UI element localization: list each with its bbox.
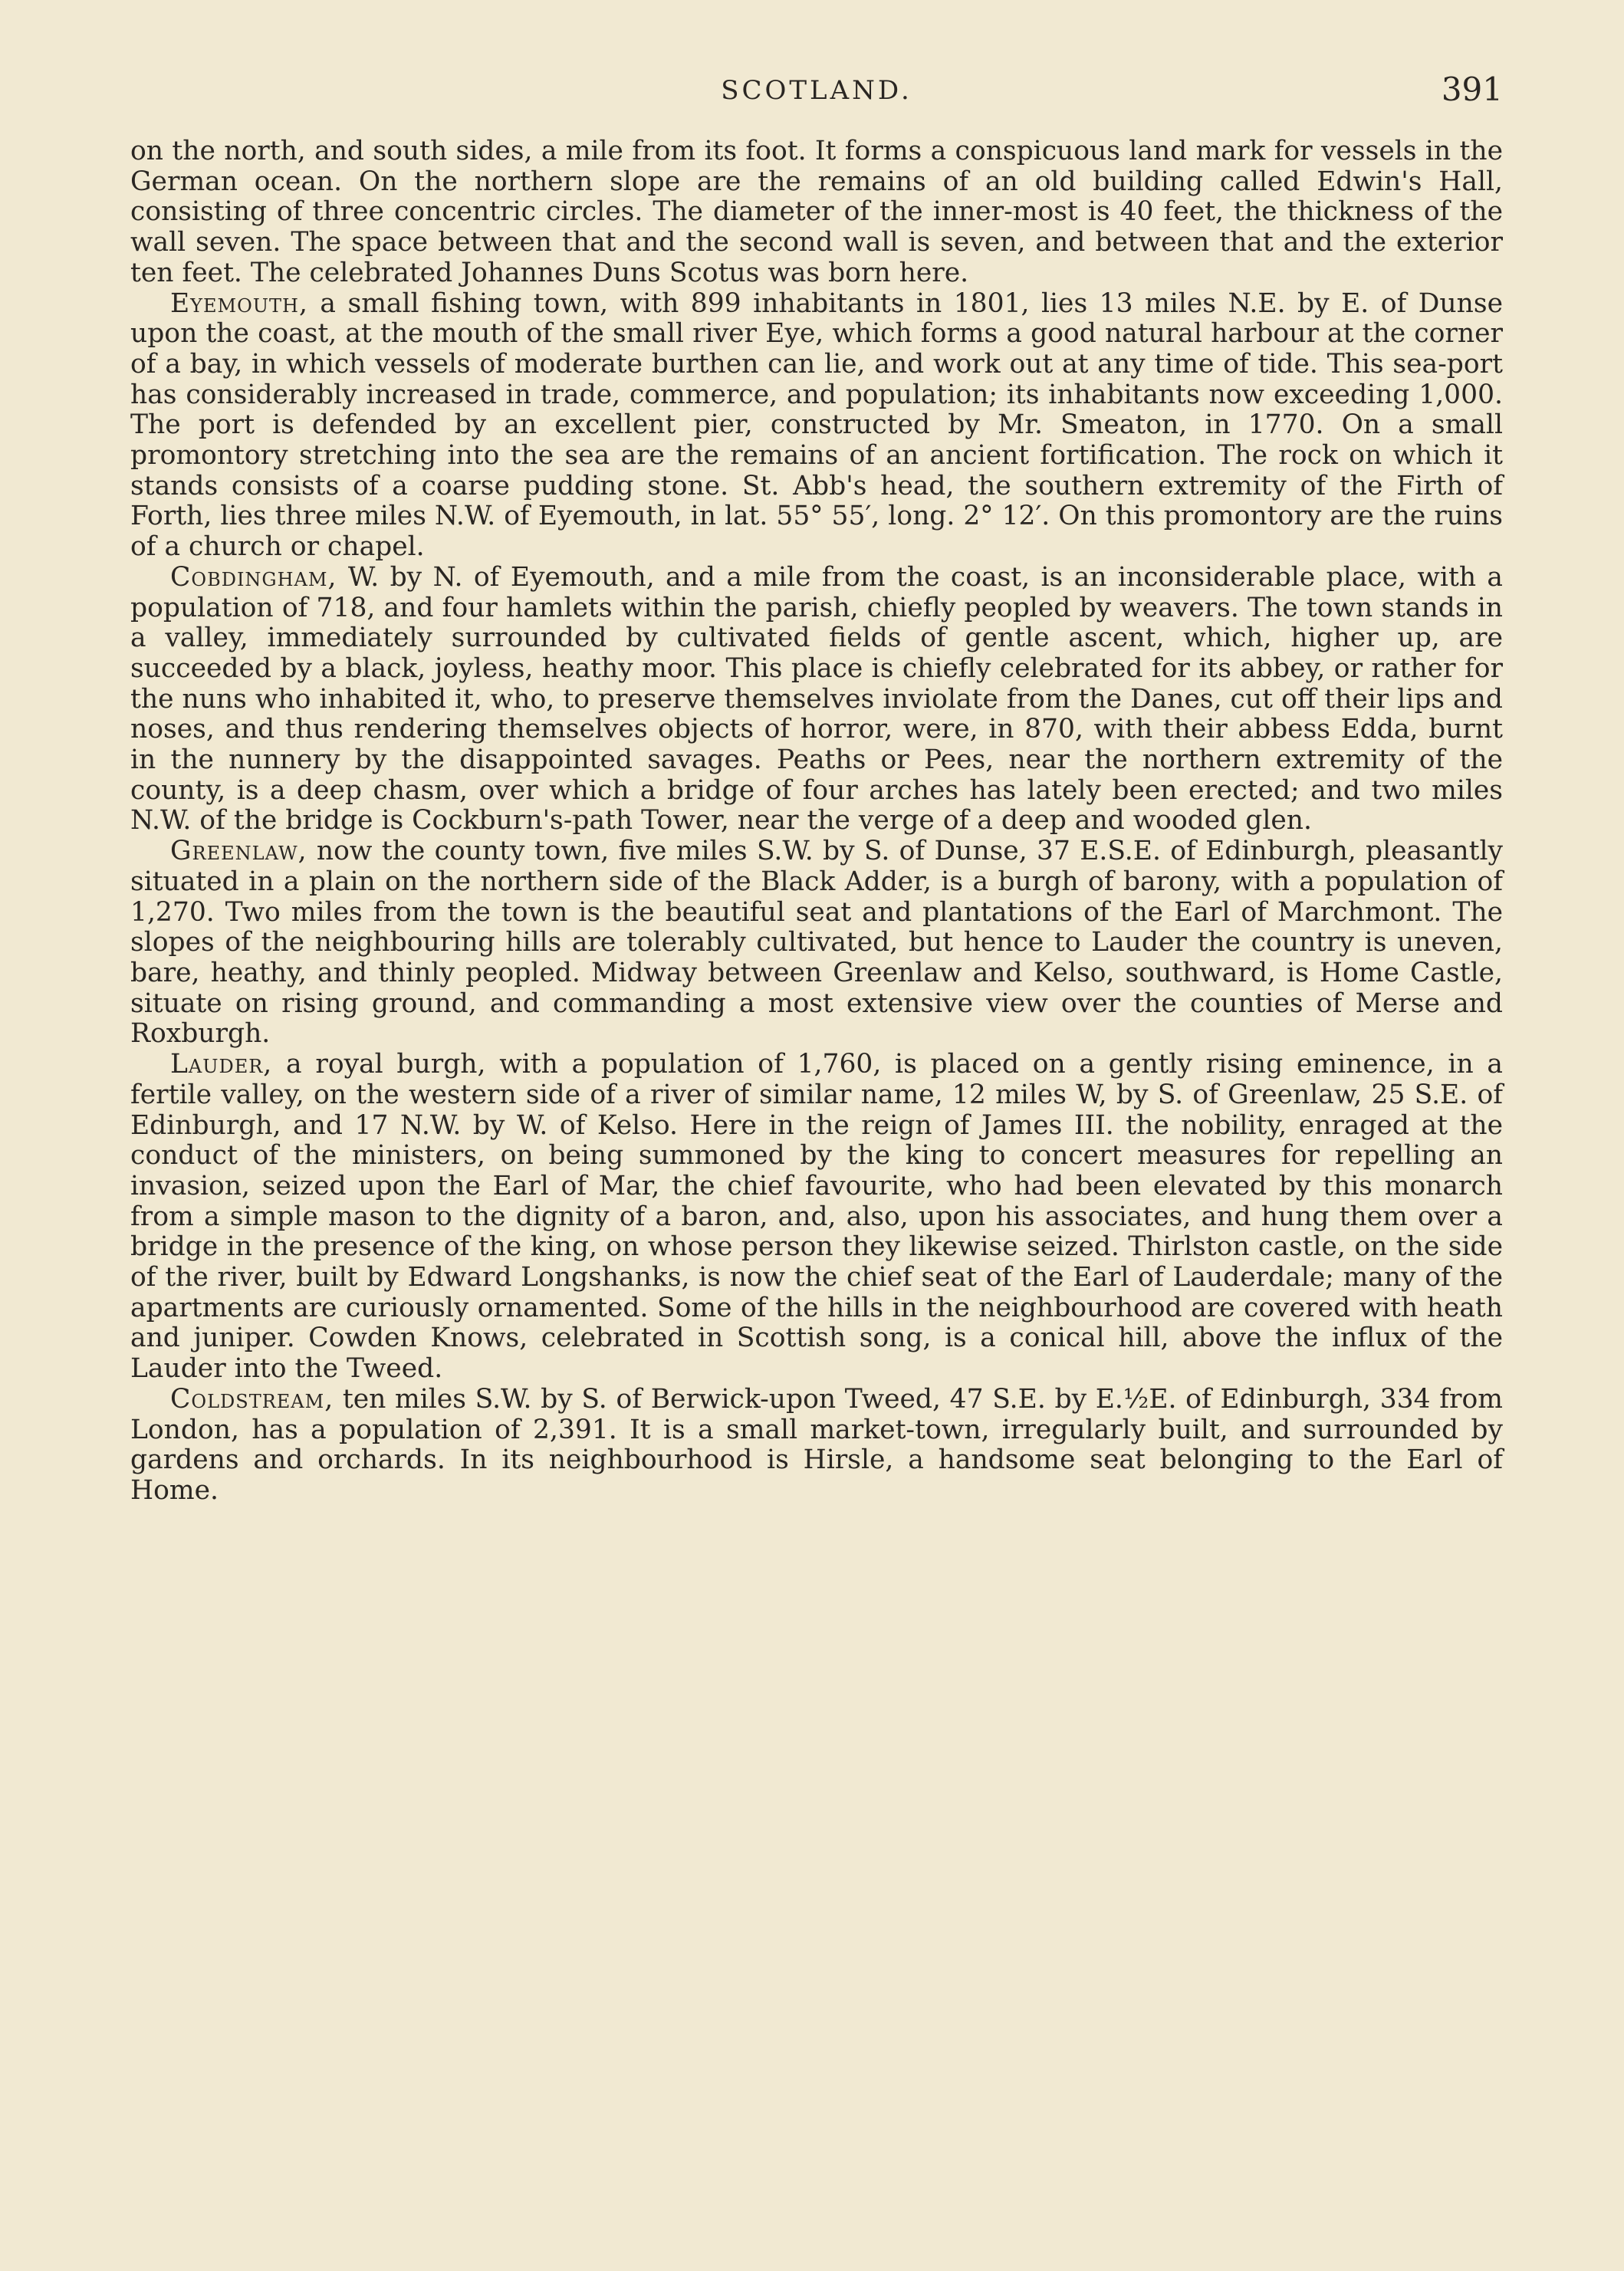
place-name-cobdingham: Cobdingham,	[170, 561, 337, 593]
paragraph-greenlaw	[130, 836, 1503, 1050]
body-text	[130, 136, 1503, 1507]
paragraph-text: on the north, and south sides, a mile from its foot. It forms a conspicuous land mark for vessels in the German ocean. On the northern slope are the remains of an old building called Edwin's Hall, consisting of three concentric circles. The diameter of the inner-most is 40 feet, the thickness of the wall seven. The space between that and the second wall is seven, and between that and the exterior ten feet. The celebrated Johannes Duns Scotus was born here.	[130, 136, 1503, 288]
paragraph-text: a small fishing town, with 899 inhabitants in 1801, lies 13 miles N.E. by E. of Dunse upon the coast, at the mouth of the small river Eye, which forms a good natural harbour at the corner of a bay, in which vessels of moderate burthen can lie, and work out at any time of tide. This sea-port has considerably increased in trade, commerce, and population; its inhabitants now exceeding 1,000. The port is defended by an excellent pier, constructed by Mr. Smeaton, in 1770. On a small promontory stretching into the sea are the remains of an ancient fortification. The rock on which it stands consists of a coarse pudding stone. St. Abb's head, the southern extremity of the Firth of Forth, lies three miles N.W. of Eyemouth, in lat. 55° 55′, long. 2° 12′. On this promontory are the ruins of a church or chapel.	[130, 288, 1503, 563]
page-number: 391	[1441, 71, 1503, 108]
place-name-greenlaw: Greenlaw,	[170, 836, 307, 867]
paragraph-text: now the county town, five miles S.W. by S. of Dunse, 37 E.S.E. of Edinburgh, pleasantly situated in a plain on the northern side of the Black Adder, is a burgh of barony, with a population of 1,270. Two miles from the town is the beautiful seat and plantations of the Earl of Marchmont. The slopes of the neighbouring hills are tolerably cultivated, but hence to Lauder the country is uneven, bare, heathy, and thinly peopled. Midway between Greenlaw and Kelso, southward, is Home Castle, situate on rising ground, and commanding a most extensive view over the counties of Merse and Roxburgh.	[130, 836, 1503, 1050]
paragraph-text: W. by N. of Eyemouth, and a mile from the coast, is an inconsiderable place, with a population of 718, and four hamlets within the parish, chiefly peopled by weavers. The town stands in a valley, immediately surrounded by cultivated fields of gentle ascent, which, higher up, are succeeded by a black, joyless, heathy moor. This place is chiefly celebrated for its abbey, or rather for the nuns who inhabited it, who, to preserve themselves inviolate from the Danes, cut off their lips and noses, and thus rendering themselves objects of horror, were, in 870, with their abbess Edda, burnt in the nunnery by the disappointed savages. Peaths or Pees, near the northern extremity of the county, is a deep chasm, over which a bridge of four arches has lately been erected; and two miles N.W. of the bridge is Cockburn's-path Tower, near the verge of a deep and wooded glen.	[130, 561, 1503, 836]
paragraph-text: a royal burgh, with a population of 1,760, is placed on a gently rising eminence, in a fertile valley, on the western side of a river of similar name, 12 miles W, by S. of Greenlaw, 25 S.E. of Edinburgh, and 17 N.W. by W. of Kelso. Here in the reign of James III. the nobility, enraged at the conduct of the ministers, on being summoned by the king to concert measures for repelling an invasion, seized upon the Earl of Mar, the chief favourite, who had been elevated by this monarch from a simple mason to the dignity of a baron, and, also, upon his associates, and hung them over a bridge in the presence of the king, on whose person they likewise seized. Thirlston castle, on the side of the river, built by Edward Longshanks, is now the chief seat of the Earl of Lauderdale; many of the apartments are curiously ornamented. Some of the hills in the neighbourhood are covered with heath and juniper. Cowden Knows, celebrated in Scottish song, is a conical hill, above the influx of the Lauder into the Tweed.	[130, 1049, 1503, 1385]
paragraph-coldstream	[130, 1385, 1503, 1507]
paragraph-text: ten miles S.W. by S. of Berwick-upon Tweed, 47 S.E. by E.½E. of Edinburgh, 334 from London, has a population of 2,391. It is a small market-town, irregularly built, and surrounded by gardens and orchards. In its neighbourhood is Hirsle, a handsome seat belonging to the Earl of Home.	[130, 1383, 1503, 1506]
place-name-lauder: Lauder,	[170, 1049, 273, 1080]
paragraph-eyemouth	[130, 289, 1503, 563]
running-head	[130, 71, 1503, 117]
running-title: SCOTLAND.	[721, 75, 912, 106]
paragraph-cobdingham	[130, 563, 1503, 836]
place-name-eyemouth: Eyemouth,	[170, 288, 308, 319]
paragraph-lauder	[130, 1050, 1503, 1385]
paragraph-continuation	[130, 136, 1503, 289]
place-name-coldstream: Coldstream,	[170, 1383, 334, 1415]
